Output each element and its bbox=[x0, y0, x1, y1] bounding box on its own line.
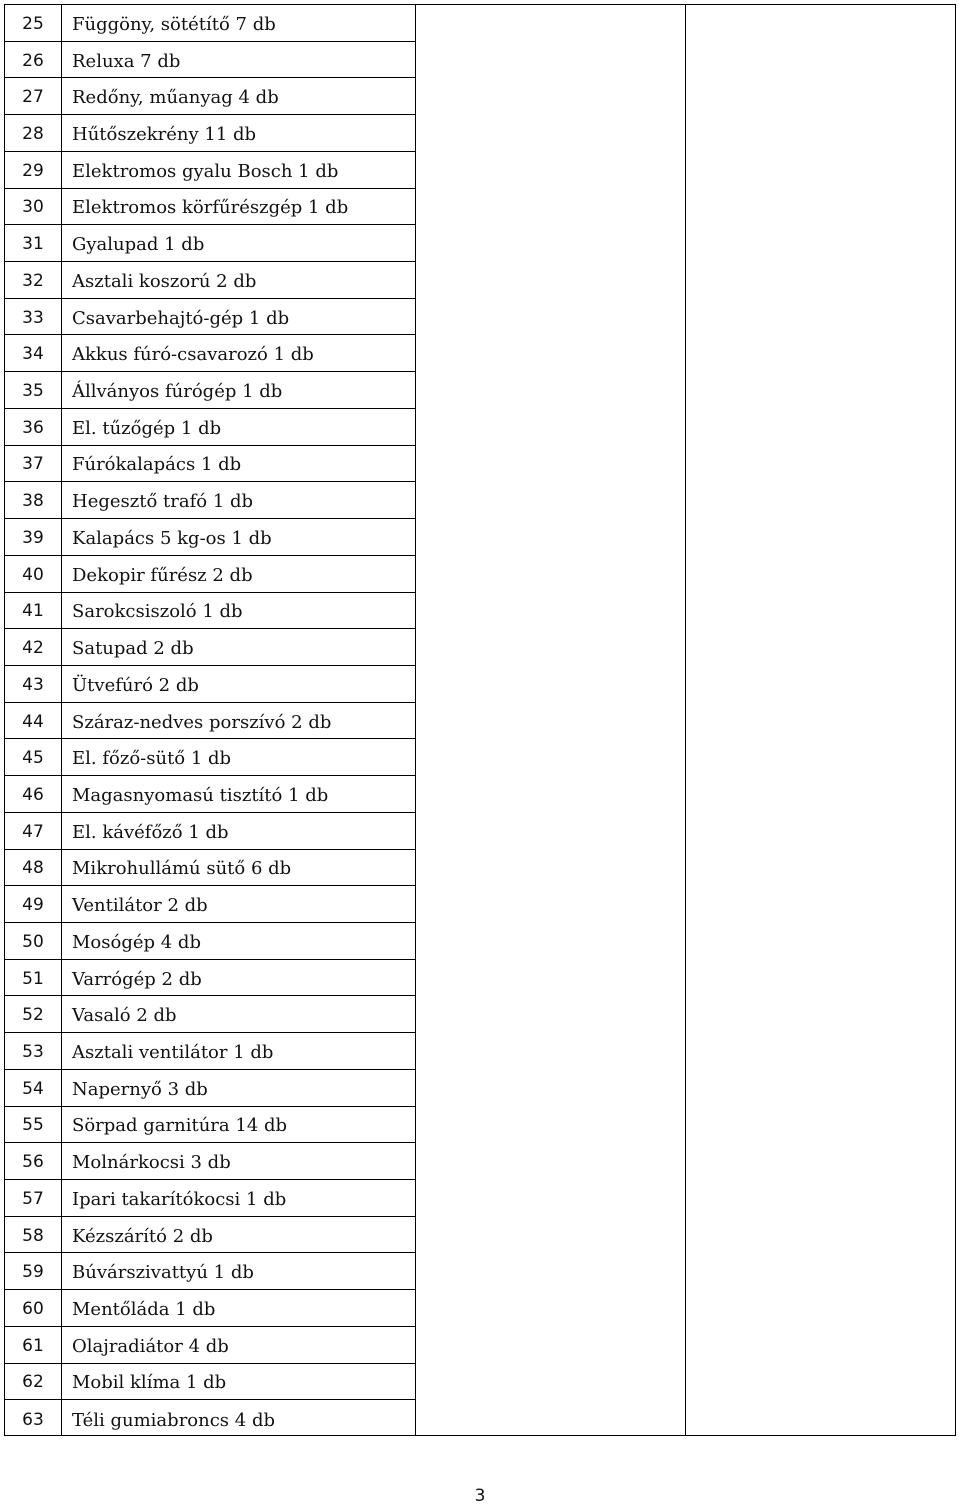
row-number: 34 bbox=[22, 344, 44, 365]
row-number: 37 bbox=[22, 454, 44, 475]
item-description: Kézszárító 2 db bbox=[72, 1225, 213, 1247]
row-number: 47 bbox=[22, 821, 44, 842]
row-number: 43 bbox=[22, 674, 44, 695]
row-number: 59 bbox=[22, 1262, 44, 1283]
row-number: 45 bbox=[22, 748, 44, 769]
item-description: Hegesztő trafó 1 db bbox=[72, 491, 254, 513]
table-row bbox=[5, 1143, 415, 1180]
row-number: 61 bbox=[22, 1335, 44, 1356]
column-divider-number bbox=[61, 5, 62, 1435]
table-row bbox=[5, 1217, 415, 1254]
table-row bbox=[5, 409, 415, 446]
item-description: Ütvefúró 2 db bbox=[72, 674, 199, 696]
item-description: Sarokcsiszoló 1 db bbox=[72, 601, 243, 623]
item-description: Ventilátor 2 db bbox=[72, 895, 208, 917]
row-number: 52 bbox=[22, 1005, 44, 1026]
table-row bbox=[5, 115, 415, 152]
row-number: 31 bbox=[22, 234, 44, 255]
item-description: Száraz-nedves porszívó 2 db bbox=[72, 711, 332, 733]
table-row bbox=[5, 850, 415, 887]
item-description: El. tűzőgép 1 db bbox=[72, 417, 222, 439]
table-row bbox=[5, 78, 415, 115]
table-row bbox=[5, 776, 415, 813]
table-row bbox=[5, 886, 415, 923]
table-row bbox=[5, 813, 415, 850]
item-description: Búvárszivattyú 1 db bbox=[72, 1262, 254, 1284]
table-row bbox=[5, 666, 415, 703]
table-row bbox=[5, 1364, 415, 1401]
item-description: Elektromos gyalu Bosch 1 db bbox=[72, 160, 339, 182]
row-number: 26 bbox=[22, 50, 44, 71]
item-description: Reluxa 7 db bbox=[72, 50, 181, 72]
item-description: Állványos fúrógép 1 db bbox=[72, 381, 283, 403]
table-row bbox=[5, 1327, 415, 1364]
item-description: Napernyő 3 db bbox=[72, 1078, 208, 1100]
row-number: 38 bbox=[22, 491, 44, 512]
item-description: Varrógép 2 db bbox=[72, 968, 202, 990]
row-number: 58 bbox=[22, 1225, 44, 1246]
item-description: Satupad 2 db bbox=[72, 638, 194, 660]
table-row bbox=[5, 372, 415, 409]
table-row bbox=[5, 519, 415, 556]
row-number: 63 bbox=[22, 1409, 44, 1430]
table-row bbox=[5, 299, 415, 336]
column-divider-item bbox=[415, 5, 416, 1435]
row-number: 51 bbox=[22, 968, 44, 989]
table-row bbox=[5, 42, 415, 79]
row-number: 48 bbox=[22, 858, 44, 879]
item-description: El. kávéfőző 1 db bbox=[72, 821, 229, 843]
row-number: 25 bbox=[22, 13, 44, 34]
item-description: Ipari takarítókocsi 1 db bbox=[72, 1188, 287, 1210]
table-row bbox=[5, 703, 415, 740]
item-description: Mikrohullámú sütő 6 db bbox=[72, 858, 292, 880]
item-description: Akkus fúró-csavarozó 1 db bbox=[72, 344, 314, 366]
row-number: 49 bbox=[22, 895, 44, 916]
table-row bbox=[5, 1180, 415, 1217]
column-divider-extra bbox=[685, 5, 686, 1435]
row-number: 54 bbox=[22, 1078, 44, 1099]
item-description: Olajradiátor 4 db bbox=[72, 1335, 229, 1357]
row-number: 39 bbox=[22, 527, 44, 548]
item-description: Dekopir fűrész 2 db bbox=[72, 564, 253, 586]
table-row bbox=[5, 1107, 415, 1144]
table-row bbox=[5, 1070, 415, 1107]
item-description: Kalapács 5 kg-os 1 db bbox=[72, 527, 272, 549]
row-number: 55 bbox=[22, 1115, 44, 1136]
item-description: Mosógép 4 db bbox=[72, 931, 201, 953]
row-number: 46 bbox=[22, 784, 44, 805]
item-description: Csavarbehajtó-gép 1 db bbox=[72, 307, 290, 329]
row-number: 30 bbox=[22, 197, 44, 218]
table-row bbox=[5, 446, 415, 483]
table-row bbox=[5, 189, 415, 226]
item-description: Vasaló 2 db bbox=[72, 1005, 177, 1027]
table-row bbox=[5, 1290, 415, 1327]
table-row bbox=[5, 960, 415, 997]
item-description: Fúrókalapács 1 db bbox=[72, 454, 242, 476]
row-number: 42 bbox=[22, 638, 44, 659]
table-row bbox=[5, 1400, 415, 1437]
item-description: Elektromos körfűrészgép 1 db bbox=[72, 197, 349, 219]
item-description: Mentőláda 1 db bbox=[72, 1299, 216, 1321]
inventory-rows bbox=[5, 5, 415, 1437]
row-number: 40 bbox=[22, 564, 44, 585]
row-number: 62 bbox=[22, 1372, 44, 1393]
item-description: Magasnyomasú tisztító 1 db bbox=[72, 784, 329, 806]
row-number: 36 bbox=[22, 417, 44, 438]
item-description: El. főző-sütő 1 db bbox=[72, 748, 232, 770]
table-row bbox=[5, 996, 415, 1033]
table-row bbox=[5, 482, 415, 519]
row-number: 41 bbox=[22, 601, 44, 622]
row-number: 35 bbox=[22, 381, 44, 402]
row-number: 60 bbox=[22, 1299, 44, 1320]
row-number: 50 bbox=[22, 931, 44, 952]
table-row bbox=[5, 923, 415, 960]
row-number: 27 bbox=[22, 87, 44, 108]
table-row bbox=[5, 335, 415, 372]
row-number: 44 bbox=[22, 711, 44, 732]
item-description: Asztali koszorú 2 db bbox=[72, 270, 257, 292]
item-description: Molnárkocsi 3 db bbox=[72, 1152, 231, 1174]
table-row bbox=[5, 1253, 415, 1290]
table-row bbox=[5, 556, 415, 593]
item-description: Redőny, műanyag 4 db bbox=[72, 87, 279, 109]
row-number: 29 bbox=[22, 160, 44, 181]
table-row bbox=[5, 629, 415, 666]
row-number: 56 bbox=[22, 1152, 44, 1173]
table-row bbox=[5, 1033, 415, 1070]
inventory-table bbox=[4, 4, 956, 1436]
item-description: Mobil klíma 1 db bbox=[72, 1372, 227, 1394]
table-row bbox=[5, 5, 415, 42]
item-description: Függöny, sötétítő 7 db bbox=[72, 13, 276, 35]
item-description: Hűtőszekrény 11 db bbox=[72, 124, 257, 146]
table-row bbox=[5, 593, 415, 630]
row-number: 28 bbox=[22, 124, 44, 145]
item-description: Gyalupad 1 db bbox=[72, 234, 205, 256]
table-row bbox=[5, 225, 415, 262]
item-description: Asztali ventilátor 1 db bbox=[72, 1041, 274, 1063]
row-number: 53 bbox=[22, 1041, 44, 1062]
table-row bbox=[5, 739, 415, 776]
page-number: 3 bbox=[474, 1486, 486, 1506]
row-number: 32 bbox=[22, 270, 44, 291]
row-number: 57 bbox=[22, 1188, 44, 1209]
table-row bbox=[5, 262, 415, 299]
item-description: Sörpad garnitúra 14 db bbox=[72, 1115, 288, 1137]
table-row bbox=[5, 152, 415, 189]
item-description: Téli gumiabroncs 4 db bbox=[72, 1409, 275, 1431]
row-number: 33 bbox=[22, 307, 44, 328]
